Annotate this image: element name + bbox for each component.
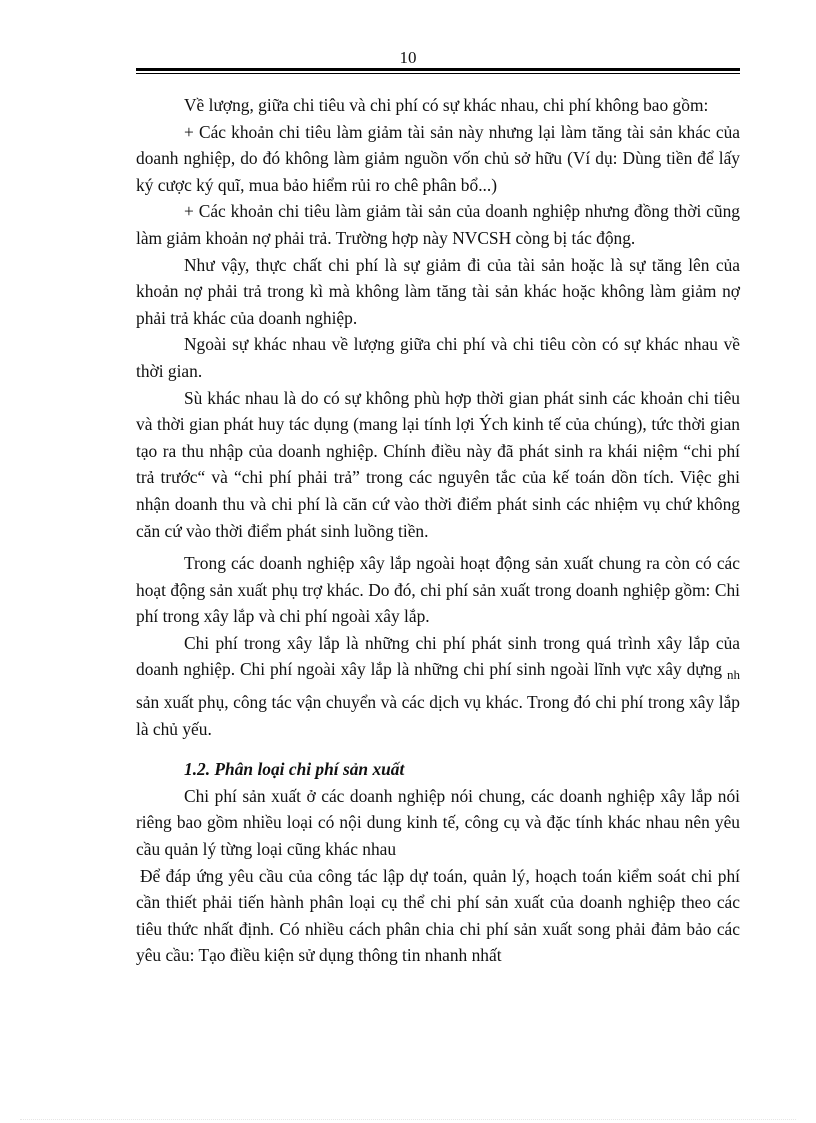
header-rule-thin [136,73,740,74]
paragraph-6: Sù khác nhau là do có sự không phù hợp thời gian phát sinh các khoản chi tiêu và thời gian phát huy tác dụng (mang lại tính lợi Ých kinh tế của chúng), tức thời gian tạo ra thu nhập của doanh nghiệp. Chính điều này đã phát sinh ra khái niệm “chi phí trả trước“ và “chi phí phải trả” trong các nguyên tắc của kế toán dồn tích. Việc ghi nhận doanh thu và chi phí là căn cứ vào thời điểm phát sinh các nhiệm vụ chứ không căn cứ vào thời điểm phát sinh luồng tiền. [136,387,740,541]
page-bottom-edge [20,1119,796,1120]
paragraph-2: + Các khoản chi tiêu làm giảm tài sản này nhưng lại làm tăng tài sản khác của doanh nghiệp, do đó không làm giảm nguồn vốn chủ sở hữu (Ví dụ: Dùng tiền để lấy ký cược ký quĩ, mua bảo hiểm rủi ro chê phân bổ...) [136,121,740,195]
page-number: 10 [399,48,417,67]
paragraph-8-text-after: sản xuất phụ, công tác vận chuyển và các dịch vụ khác. Trong đó chi phí trong xây lắp là chủ yếu. [136,692,740,739]
section-paragraph-2: Để đáp ứng yêu cầu của công tác lập dự toán, quản lý, hoạch toán kiểm soát chi phí cần thiết phải tiến hành phân loại cụ thể chi phí sản xuất của doanh nghiệp theo các tiêu thức nhất định. Có nhiều cách phân chia chi phí sản xuất song phải đảm bảo các yêu cầu: Tạo điều kiện sử dụng thông tin nhanh nhất [136,865,740,966]
paragraph-5: Ngoài sự khác nhau về lượng giữa chi phí và chi tiêu còn có sự khác nhau về thời gian. [136,334,740,381]
header-rule-thick [136,68,740,71]
paragraph-8-text-before: Chi phí trong xây lắp là những chi phí phát sinh trong quá trình xây lắp của doanh nghiệp. Chi phí ngoài xây lắp là những chi phí sinh ngoài lĩnh vực xây dựng [136,632,740,680]
section-heading: 1.2. Phân loại chi phí sản xuất [184,759,405,780]
paragraph-8-subscript: nh [727,667,740,683]
page-body [136,92,740,969]
paragraph-1: Về lượng, giữa chi tiêu và chi phí có sự khác nhau, chi phí không bao gồm: [184,95,709,115]
paragraph-8 [136,630,740,742]
paragraph-4: Như vậy, thực chất chi phí là sự giảm đi của tài sản hoặc là sự tăng lên của khoản nợ phải trả trong kì mà không làm tăng tài sản khác hoặc không làm giảm nợ phải trả khác của doanh nghiệp. [136,254,740,328]
paragraph-7: Trong các doanh nghiệp xây lắp ngoài hoạt động sản xuất chung ra còn có các hoạt động sản xuất phụ trợ khác. Do đó, chi phí sản xuất trong doanh nghiệp gồm: Chi phí trong xây lắp và chi phí ngoài xây lắp. [136,553,740,627]
section-paragraph-1: Chi phí sản xuất ở các doanh nghiệp nói chung, các doanh nghiệp xây lắp nói riêng bao gồm nhiều loại có nội dung kinh tế, công cụ và đặc tính khác nhau nên yêu cầu quản lý từng loại cũng khác nhau [136,785,740,860]
paragraph-3: + Các khoản chi tiêu làm giảm tài sản của doanh nghiệp nhưng đồng thời cũng làm giảm khoản nợ phải trả. Trường hợp này NVCSH còng bị tác động. [136,201,740,248]
